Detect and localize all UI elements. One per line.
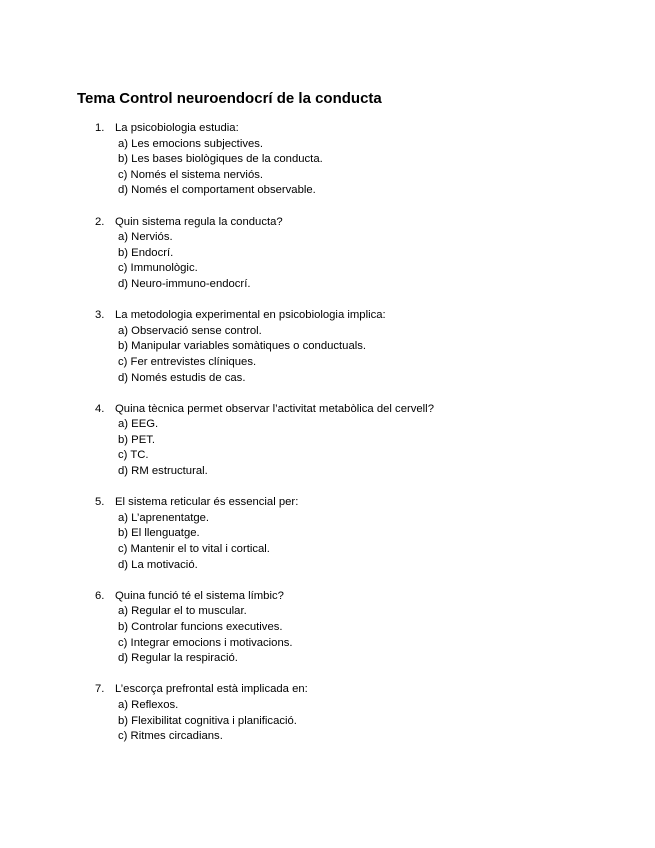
question-heading xyxy=(95,682,635,698)
option-item: a) Reflexos. xyxy=(118,698,179,711)
option-item: c) Mantenir el to vital i cortical. xyxy=(118,543,270,556)
question-text: Quina funció té el sistema límbic? xyxy=(115,589,284,602)
option-list xyxy=(95,604,635,666)
option-item: b) PET. xyxy=(118,433,156,446)
option-item: b) Les bases biològiques de la conducta. xyxy=(118,153,323,166)
option-list xyxy=(95,230,635,292)
option-item: d) RM estructural. xyxy=(118,465,208,478)
option-item: b) Flexibilitat cognitiva i planificació. xyxy=(118,714,297,727)
question-text: L’escorça prefrontal està implicada en: xyxy=(115,683,308,696)
question-item xyxy=(95,589,635,667)
question-heading xyxy=(95,495,635,511)
option-item: c) TC. xyxy=(118,449,149,462)
question-number: 5. xyxy=(95,496,105,509)
question-number: 6. xyxy=(95,589,105,602)
question-item xyxy=(95,682,635,744)
question-heading xyxy=(95,121,635,137)
option-item: c) Només el sistema nerviós. xyxy=(118,168,264,181)
question-item xyxy=(95,215,635,293)
question-number: 2. xyxy=(95,215,105,228)
option-item: b) Manipular variables somàtiques o conductuals. xyxy=(118,340,367,353)
question-list xyxy=(95,121,635,760)
option-item: a) EEG. xyxy=(118,418,159,431)
question-number: 4. xyxy=(95,402,105,415)
question-text: Quin sistema regula la conducta? xyxy=(115,215,283,228)
option-item: a) Observació sense control. xyxy=(118,324,262,337)
question-number: 1. xyxy=(95,122,105,134)
option-list xyxy=(95,417,635,479)
question-number: 7. xyxy=(95,683,105,696)
option-item: d) Només el comportament observable. xyxy=(118,184,316,197)
option-item: a) Nerviós. xyxy=(118,231,173,244)
option-item: d) Regular la respiració. xyxy=(118,652,238,665)
question-item xyxy=(95,121,635,199)
option-item: a) Les emocions subjectives. xyxy=(118,137,264,150)
option-list xyxy=(95,698,635,745)
question-text: La psicobiologia estudia: xyxy=(115,122,239,134)
page-title: Tema Control neuroendocrí de la conducta xyxy=(77,90,382,107)
option-item: c) Immunològic. xyxy=(118,262,198,275)
option-list xyxy=(95,324,635,386)
option-item: a) L’aprenentatge. xyxy=(118,511,210,524)
question-text: Quina tècnica permet observar l’activitat metabòlica del cervell? xyxy=(115,402,434,415)
option-item: a) Regular el to muscular. xyxy=(118,605,247,618)
question-text: La metodologia experimental en psicobiologia implica: xyxy=(115,309,386,322)
option-item: b) Endocrí. xyxy=(118,246,174,259)
question-heading xyxy=(95,402,635,418)
option-item: d) Neuro-immuno-endocrí. xyxy=(118,277,251,290)
question-heading xyxy=(95,215,635,231)
question-item xyxy=(95,308,635,386)
question-heading xyxy=(95,589,635,605)
question-item xyxy=(95,495,635,573)
question-heading xyxy=(95,308,635,324)
option-item: b) El llenguatge. xyxy=(118,527,200,540)
option-item: d) Només estudis de cas. xyxy=(118,371,246,384)
option-item: b) Controlar funcions executives. xyxy=(118,621,283,633)
option-list xyxy=(95,137,635,199)
question-text: El sistema reticular és essencial per: xyxy=(115,496,299,509)
option-item: d) La motivació. xyxy=(118,558,198,571)
question-item xyxy=(95,402,635,480)
option-item: c) Fer entrevistes clíniques. xyxy=(118,355,257,368)
option-list xyxy=(95,511,635,573)
question-number: 3. xyxy=(95,309,105,322)
option-item: c) Ritmes circadians. xyxy=(118,730,223,743)
option-item: c) Integrar emocions i motivacions. xyxy=(118,636,293,649)
